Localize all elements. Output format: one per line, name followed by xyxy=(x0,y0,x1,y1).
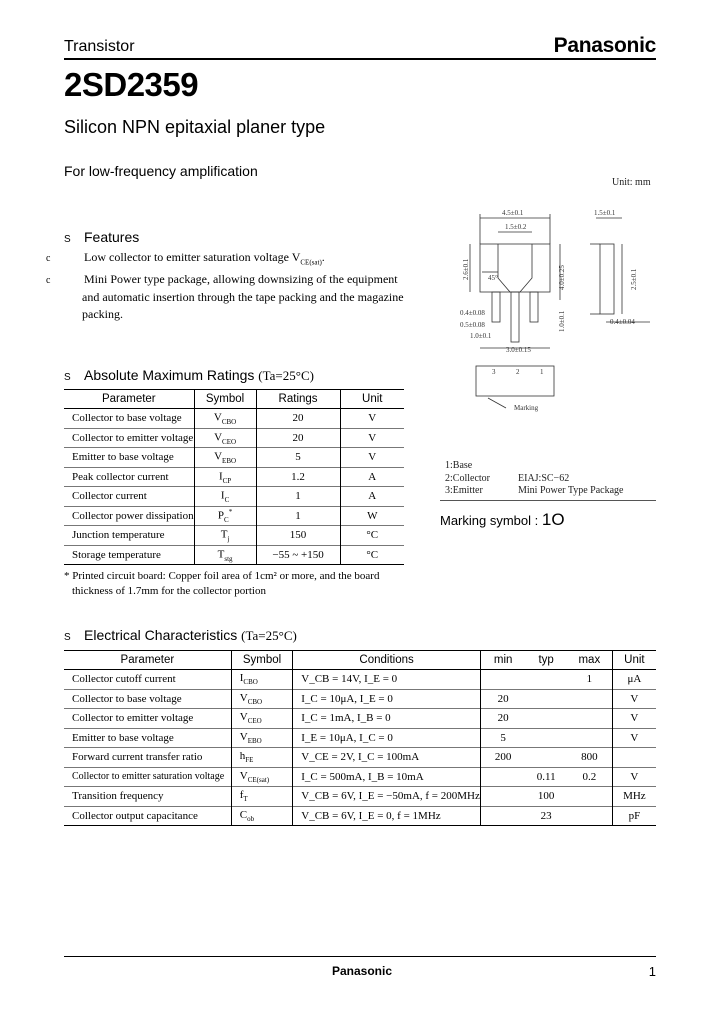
symbol-cell: $C_{ob}$ xyxy=(231,806,293,826)
document-type-label: Transistor xyxy=(64,38,135,55)
min-cell xyxy=(480,767,525,787)
conditions-cell: I_C = 1mA, I_B = 0 xyxy=(293,709,481,729)
column-header: min xyxy=(480,651,525,670)
param-cell: Emitter to base voltage xyxy=(72,731,174,744)
table-row xyxy=(64,689,656,709)
value-cell: 5 xyxy=(256,448,340,468)
typ-cell: 100 xyxy=(537,790,555,803)
unit-cell: V xyxy=(340,428,404,448)
value-cell: 20 xyxy=(256,428,340,448)
max-cell xyxy=(567,689,612,709)
table-row xyxy=(64,709,656,729)
marking-symbol: Marking symbol : 1O xyxy=(440,510,565,529)
value-cell: 150 xyxy=(256,526,340,546)
typ-cell: 23 xyxy=(540,809,552,822)
dim-label: 1.5±0.1 xyxy=(594,209,616,217)
column-header: Parameter xyxy=(120,654,175,666)
table-row xyxy=(64,409,404,429)
conditions-cell: V_CB = 6V, I_E = 0, f = 1MHz xyxy=(293,806,481,826)
unit-cell: V xyxy=(612,709,656,729)
column-header: typ xyxy=(538,654,554,666)
feature-item: c Mini Power type package, allowing downsizing of the equipment and automatic insertion through the tape packing and the magazine packing. xyxy=(46,272,404,322)
table-row xyxy=(64,787,656,807)
pin-number: 1 xyxy=(540,368,544,376)
pin-emitter: 3:Emitter xyxy=(445,485,483,496)
param-cell: Collector power dissipation xyxy=(72,509,194,522)
table-row xyxy=(64,728,656,748)
unit-cell: A xyxy=(340,487,404,507)
section-marker: S xyxy=(64,632,71,643)
dim-label: 1.0±0.1 xyxy=(470,332,492,340)
part-number-title: 2SD2359 xyxy=(64,66,199,103)
dim-label: 0.4±0.08 xyxy=(460,309,485,317)
conditions-cell: V_CB = 14V, I_E = 0 xyxy=(293,670,481,690)
abs-max-body xyxy=(64,409,404,565)
param-cell: Collector output capacitance xyxy=(72,809,198,822)
abs-max-heading: S Absolute Maximum Ratings (Ta=25°C) xyxy=(64,367,314,383)
unit-cell: A xyxy=(340,467,404,487)
typ-cell xyxy=(525,670,566,690)
package-outline-drawing xyxy=(440,200,660,420)
abs-max-table xyxy=(64,389,404,565)
page-number: 1 xyxy=(648,964,656,979)
max-cell: 800 xyxy=(581,751,598,764)
unit-cell: °C xyxy=(340,526,404,546)
param-cell: Forward current transfer ratio xyxy=(72,751,203,764)
column-header: Symbol xyxy=(231,651,293,670)
section-marker: S xyxy=(64,372,71,383)
footer-brand: Panasonic xyxy=(332,964,393,978)
param-cell: Emitter to base voltage xyxy=(72,451,174,464)
column-header: Conditions xyxy=(293,651,481,670)
brand-logo: Panasonic xyxy=(553,34,656,57)
symbol-cell: $V_{EBO}$ xyxy=(231,728,293,748)
param-cell: Peak collector current xyxy=(72,470,169,483)
min-cell: 200 xyxy=(480,748,525,768)
symbol-cell: $T_j$ xyxy=(194,526,256,546)
value-cell: 1 xyxy=(256,487,340,507)
marking-callout: Marking xyxy=(514,404,539,412)
column-header: Unit xyxy=(340,390,404,409)
max-cell xyxy=(567,787,612,807)
table-row xyxy=(64,448,404,468)
min-cell: 20 xyxy=(480,709,525,729)
param-cell: Collector to emitter voltage xyxy=(72,431,194,444)
value-cell: −55 ~ +150 xyxy=(256,545,340,565)
table-row xyxy=(64,670,656,690)
typ-cell xyxy=(525,689,566,709)
min-cell: 20 xyxy=(480,689,525,709)
unit-cell: V xyxy=(612,767,656,787)
abs-max-footnote: * Printed circuit board: Copper foil area of 1cm² or more, and the board thickness of 1.7mm for the collector portion xyxy=(64,570,380,597)
unit-label: Unit: mm xyxy=(612,177,651,188)
typ-cell xyxy=(525,728,566,748)
pin-number: 2 xyxy=(516,368,520,376)
value-cell: 1 xyxy=(256,506,340,526)
table-row xyxy=(64,545,404,565)
param-cell: Collector to emitter voltage xyxy=(72,712,194,725)
min-cell xyxy=(480,670,525,690)
table-row xyxy=(64,806,656,826)
max-cell xyxy=(567,728,612,748)
unit-cell: V xyxy=(612,689,656,709)
dim-label: 3.0±0.15 xyxy=(506,346,531,354)
feature-item: c Low collector to emitter saturation voltage $V_{CE(sat)}$. xyxy=(46,250,325,267)
conditions-cell: I_C = 500mA, I_B = 10mA xyxy=(293,767,481,787)
footer-rule xyxy=(64,956,656,957)
dim-label: 1.0±0.1 xyxy=(558,310,566,332)
dim-label: 2.5±0.1 xyxy=(630,268,638,290)
symbol-cell: $h_{FE}$ xyxy=(231,748,293,768)
application-text: For low-frequency amplification xyxy=(64,163,258,179)
dim-label: 0.5±0.08 xyxy=(460,321,485,329)
table-row xyxy=(64,487,404,507)
symbol-cell: $P_C^*$ xyxy=(194,506,256,526)
param-cell: Storage temperature xyxy=(72,548,161,561)
unit-cell: pF xyxy=(612,806,656,826)
table-row xyxy=(64,767,656,787)
table-row xyxy=(64,748,656,768)
conditions-cell: I_C = 10μA, I_E = 0 xyxy=(293,689,481,709)
symbol-cell: $V_{CBO}$ xyxy=(194,409,256,429)
symbol-cell: $T_{stg}$ xyxy=(194,545,256,565)
electrical-heading: S Electrical Characteristics (Ta=25°C) xyxy=(64,627,297,643)
param-cell: Collector cutoff current xyxy=(72,673,176,686)
max-cell xyxy=(567,709,612,729)
pin-base: 1:Base xyxy=(445,460,473,471)
unit-cell: V xyxy=(340,448,404,468)
features-section xyxy=(46,229,414,323)
min-cell xyxy=(480,787,525,807)
typ-cell: 0.11 xyxy=(536,770,556,783)
electrical-body xyxy=(64,670,656,826)
param-cell: Collector current xyxy=(72,490,147,503)
column-header: Parameter xyxy=(101,393,156,405)
table-row xyxy=(64,526,404,546)
features-heading: S Features xyxy=(64,229,140,245)
min-cell xyxy=(480,806,525,826)
table-row xyxy=(64,467,404,487)
package-rule xyxy=(440,500,656,501)
electrical-table xyxy=(64,650,656,826)
pin-number: 3 xyxy=(492,368,496,376)
unit-cell: V xyxy=(612,728,656,748)
dim-label: 4.5±0.1 xyxy=(502,209,524,217)
product-subtitle: Silicon NPN epitaxial planer type xyxy=(64,117,326,137)
min-cell: 5 xyxy=(480,728,525,748)
symbol-cell: $I_{CBO}$ xyxy=(231,670,293,690)
table-row xyxy=(64,428,404,448)
header-rule xyxy=(64,58,656,60)
package-standard-info xyxy=(518,473,623,498)
typ-cell xyxy=(525,748,566,768)
value-cell: 20 xyxy=(256,409,340,429)
max-cell: 0.2 xyxy=(582,770,597,783)
unit-cell: MHz xyxy=(612,787,656,807)
param-cell: Collector to emitter saturation voltage xyxy=(72,771,225,783)
unit-cell xyxy=(612,748,656,768)
param-cell: Junction temperature xyxy=(72,529,165,542)
unit-cell: W xyxy=(340,506,404,526)
symbol-cell: $V_{CEO}$ xyxy=(194,428,256,448)
param-cell: Collector to base voltage xyxy=(72,692,182,705)
conditions-cell: V_CB = 6V, I_E = −50mA, f = 200MHz xyxy=(293,787,481,807)
package-pin-info xyxy=(445,460,490,498)
column-header: max xyxy=(578,654,601,666)
unit-cell: °C xyxy=(340,545,404,565)
symbol-cell: $V_{EBO}$ xyxy=(194,448,256,468)
dim-label: 45° xyxy=(488,274,498,282)
pin-collector: 2:Collector xyxy=(445,472,490,484)
eiaj-standard: EIAJ:SC−62 xyxy=(518,472,570,484)
conditions-cell: I_E = 10μA, I_C = 0 xyxy=(293,728,481,748)
dim-label: 1.5±0.2 xyxy=(505,223,527,231)
symbol-cell: $V_{CBO}$ xyxy=(231,689,293,709)
package-type: Mini Power Type Package xyxy=(518,485,624,496)
symbol-cell: $V_{CEO}$ xyxy=(231,709,293,729)
column-header: Symbol xyxy=(194,390,256,409)
typ-cell xyxy=(525,709,566,729)
value-cell: 1.2 xyxy=(256,467,340,487)
column-header: Unit xyxy=(612,651,656,670)
symbol-cell: $f_T$ xyxy=(231,787,293,807)
conditions-cell: V_CE = 2V, I_C = 100mA xyxy=(293,748,481,768)
max-cell: 1 xyxy=(586,673,593,686)
max-cell xyxy=(567,806,612,826)
dim-label: 0.4±0.04 xyxy=(610,318,635,326)
section-marker: S xyxy=(64,234,71,245)
unit-cell: V xyxy=(340,409,404,429)
table-row xyxy=(64,506,404,526)
param-cell: Transition frequency xyxy=(72,790,164,803)
symbol-cell: $I_C$ xyxy=(194,487,256,507)
unit-cell: μA xyxy=(612,670,656,690)
dim-label: 4.0±0.25 xyxy=(558,265,566,290)
column-header: Ratings xyxy=(256,390,340,409)
dim-label: 2.6±0.1 xyxy=(462,258,470,280)
symbol-cell: $V_{CE(sat)}$ xyxy=(231,767,293,787)
symbol-cell: $I_{CP}$ xyxy=(194,467,256,487)
param-cell: Collector to base voltage xyxy=(72,412,182,425)
